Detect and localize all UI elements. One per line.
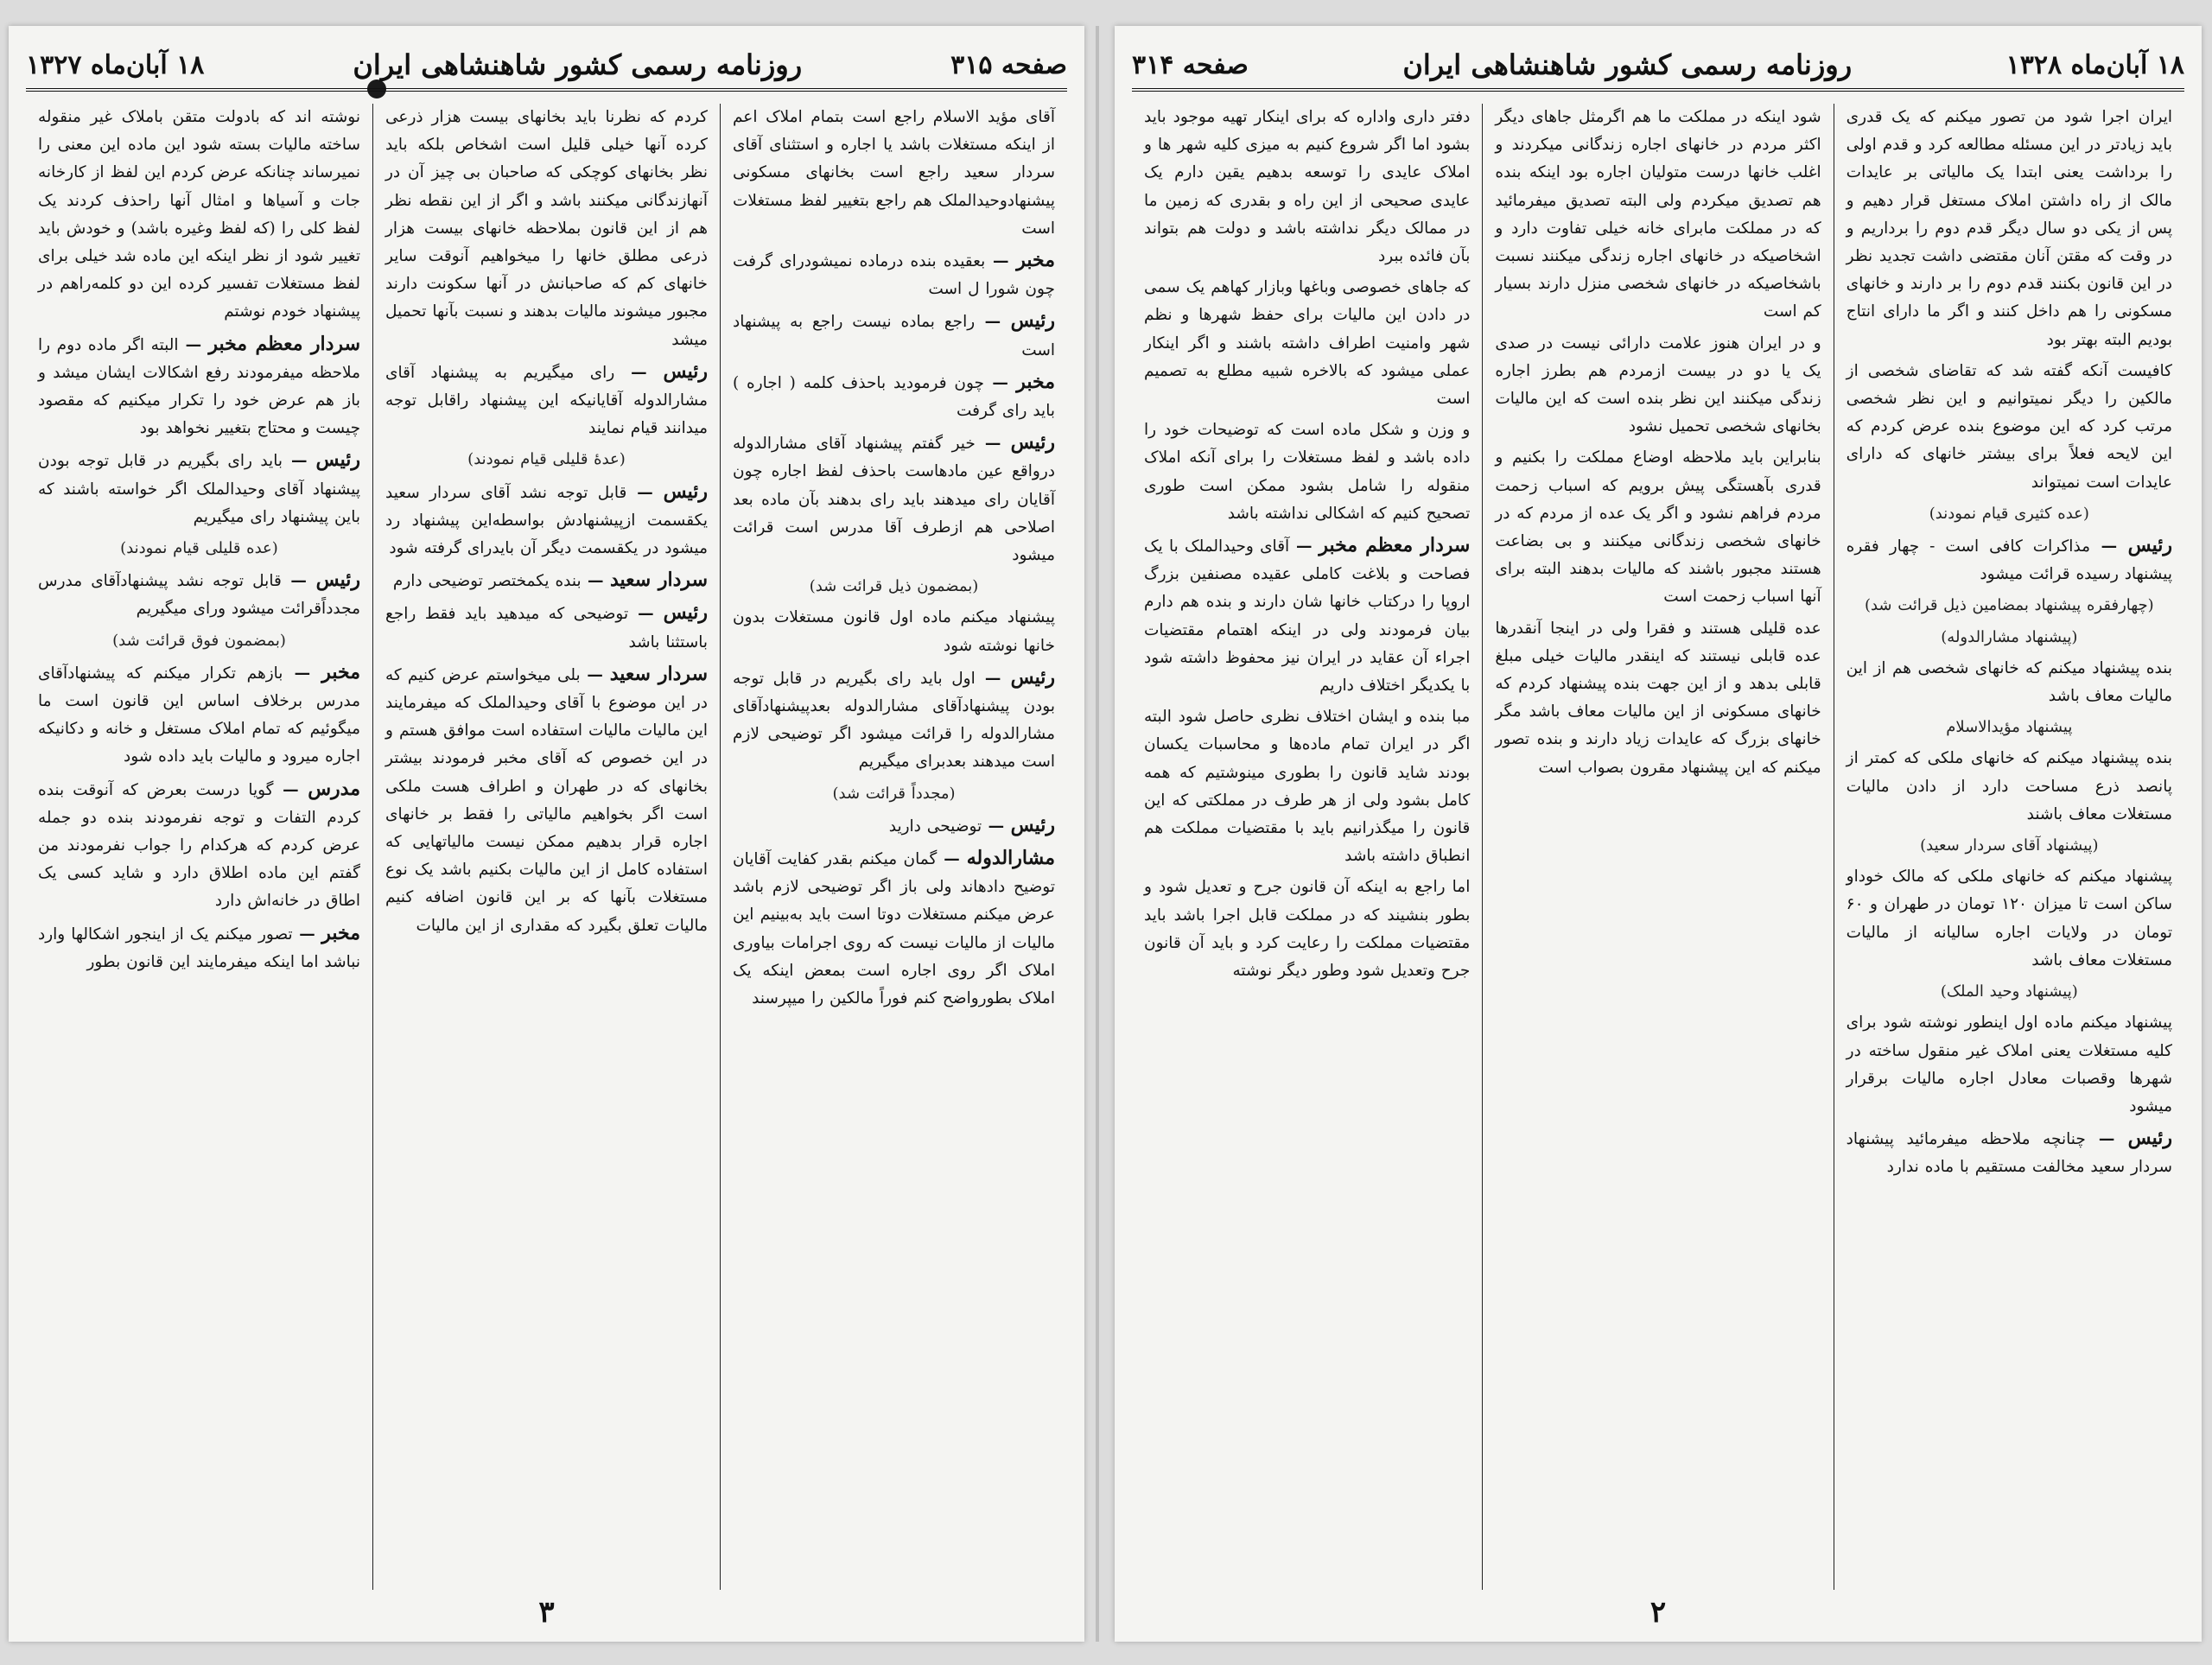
speech-text: قابل توجه نشد پیشنهادآقای مدرس مجدداًقرائت میشود ورای میگیریم: [38, 572, 360, 619]
speech-text: آقای وحیدالملک با یک فصاحت و بلاغت کاملی عقیده مصنفین بزرگ اروپا را درکتاب خانها شان دارند و بنده هم دارم بیان فرمودند ولی در اینکه اهتمام مقتضیات اجراء آن عقاید در ایران نیز محفوظ داشته شود با یکدیگر اختلاف داریم: [1144, 537, 1471, 696]
body-paragraph: پیشنهاد میکنم که خانهای ملکی که مالک خوداو ساکن است تا میزان ۱۲۰ تومان در طهران و ۶۰ تومان در ولایات اجاره سالیانه از مالیات مستغلات معاف باشد: [1846, 867, 2172, 969]
speaker-name: مشارالدوله: [966, 847, 1055, 870]
left-page-header: [26, 41, 1067, 92]
left-page: [9, 26, 1084, 1642]
speaker-dash: —: [2090, 537, 2128, 556]
text-column: [26, 104, 372, 1590]
speaker-paragraph: [38, 658, 360, 772]
stage-direction: (مجدداً قرائت شد): [832, 784, 956, 803]
speech-text: البته اگر ماده دوم را ملاحظه میفرمودند رفع اشکالات ایشان میشد و باز هم عرض خود را تکرار میکنیم که مقصود چیست و محتاج بتغییر نخواهد بود: [38, 335, 360, 438]
stage-direction: (پیشنهاد آقای سردار سعید): [1920, 836, 2099, 855]
stage-direction: (چهارفقره پیشنهاد بمضامین ذیل قرائت شد): [1864, 596, 2154, 615]
speaker-paragraph: [385, 478, 708, 563]
speaker-paragraph: [38, 330, 360, 443]
speaker-paragraph: [385, 566, 708, 595]
speaker-paragraph: [733, 664, 1055, 777]
text-column: [1132, 104, 1482, 1590]
body-paragraph: نوشته اند که بادولت متقن باملاک غیر منقوله ساخته مالیات بسته شود این ماده این معنی را نمیرساند چنانکه عرض کردم این لفظ از کارخانه جات و آسیاها و امثال آنها راحذف کردند یک لفظ کلی را (که لفظ وغیره باشد) و خودش باید تغییر شود از نظر اینکه این ماده شد خیلی برای لفظ مستغلات تفسیر کرده این دو کلمه‌راهم در پیشنهاد خودم نوشتم: [38, 108, 360, 321]
stage-direction: (عده کثیری قیام نمودند): [1929, 504, 2089, 523]
speech-text: مذاکرات کافی است - چهار فقره پیشنهاد رسیده قرائت میشود: [1846, 537, 2172, 584]
speech-text: چنانچه ملاحظه میفرمائید پیشنهاد سردار سعید مخالفت مستقیم با ماده ندارد: [1846, 1130, 2172, 1177]
speaker-dash: —: [581, 572, 610, 591]
right-page-date: ۱۸ آبان‌ماه ۱۳۲۸: [2005, 49, 2184, 80]
speech-text: اول باید رای بگیریم در قابل توجه بودن پیشنهادآقای مشارالدوله بعدپیشنهادآقای مشارالدوله را قرائت میشود اگر توضیحی لازم است میدهند بعدبرای میگیریم: [733, 669, 1055, 772]
speaker-name: مخبر: [1016, 370, 1055, 393]
speaker-name: مخبر: [321, 921, 360, 944]
speaker-paragraph: [385, 358, 708, 443]
speech-text: خیر گفتم پیشنهاد آقای مشارالدوله درواقع عین مادهاست باحذف لفظ اجاره چون آقایان رای میدهند باید رای بدهند بآن ماده بعد اصلاحی هم ازطرف آقا مدرس است قرائت میشود: [733, 435, 1055, 565]
speaker-name: سردار سعید: [609, 662, 709, 685]
speaker-name: مدرس: [308, 777, 360, 800]
body-paragraph: کردم که نظرنا باید بخانهای بیست هزار ذرعی کرده آنها خیلی قلیل است اشخاص بلکه باید نظر بخانهای کوچکی که صاحبان بی چیز آن در آنهازندگانی میکنند باشد و اگر از این نقطه نظر هم از این قانون بملاحظه خانهای بیست هزار ذرعی مطلق خانها را میخواهیم آنوقت سایر خانهای کم که صاحبانش در آنها سکونت دارند مجبور میشوند مالیات بدهند و نسبت بآنها تحمیل میشد: [385, 108, 708, 349]
speaker-paragraph: [1847, 1124, 2172, 1181]
body-paragraph: دفتر داری واداره که برای اینکار تهیه موجود باید بشود اما اگر شروع کنیم به میزی کلیه شهر ها و املاک عایدی را توسعه بدهیم یقین دارم یک عایدی صحیحی از این راه و بقدری که زمین ما در ممالک دیگر نداشته باشد و دولت هم بتواند بآن فائده ببرد: [1144, 108, 1471, 266]
speaker-paragraph: [733, 429, 1055, 569]
speaker-dash: —: [628, 605, 664, 624]
right-page: [1115, 26, 2202, 1642]
speaker-dash: —: [626, 483, 664, 502]
stage-direction: (بمضمون فوق قرائت شد): [112, 631, 286, 650]
speaker-name: سردار معظم مخبر: [208, 332, 361, 355]
speech-text: باید رای بگیریم در قابل توجه بودن پیشنهاد آقای وحیدالملک اگر خواسته باشند که باین پیشنهاد رای میگیریم: [38, 452, 360, 526]
speaker-name: رئیس: [2127, 1127, 2172, 1150]
stage-direction: (عده قلیلی قیام نمودند): [120, 539, 278, 558]
body-paragraph: بنده پیشنهاد میکنم که خانهای ملکی که کمتر از پانصد ذرع مساحت دارد از دادن مالیات مستغلات معاف باشند: [1846, 749, 2172, 823]
speaker-paragraph: [733, 811, 1055, 841]
speech-text: راجع بماده نیست راجع به پیشنهاد است: [733, 313, 1055, 359]
speech-text: بنده یکمختصر توضیحی دارم: [392, 572, 582, 591]
speaker-paragraph: [38, 446, 360, 531]
left-page-columns: [26, 104, 1067, 1590]
speaker-dash: —: [975, 669, 1011, 688]
speaker-dash: —: [975, 435, 1011, 454]
speaker-dash: —: [1289, 537, 1319, 556]
speaker-name: سردار معظم مخبر: [1319, 534, 1471, 557]
speaker-dash: —: [273, 780, 308, 799]
speaker-name: رئیس: [2127, 534, 2172, 557]
speaker-paragraph: [385, 599, 708, 656]
body-paragraph: پیشنهاد میکنم ماده اول اینطور نوشته شود برای کلیه مستغلات یعنی املاک غیر منقول ساخته در شهرها وقصبات معادل اجاره مالیات برقرار میشود: [1846, 1014, 2172, 1115]
text-column: [1482, 104, 1833, 1590]
speech-text: گمان میکنم بقدر کفایت آقایان توضیح دادهاند ولی باز اگر توضیحی لازم باشد عرض میکنم مستغلات دوتا است باید به‌بینیم این مالیات از مالیات نیست که روی اجرامات بیاوری املاک اگر روی اجاره است بمعض اینکه یک املاک بطورواضح کنم فوراً مالکین را میپرسند: [733, 850, 1055, 1008]
stage-direction: (عدهٔ قلیلی قیام نمودند): [467, 450, 626, 469]
body-paragraph: ایران اجرا شود من تصور میکنم که یک قدری باید زیادتر در این مسئله مطالعه کرد و قدم اولی را برداشت یعنی ابتدا یک مالیاتی بر عایدات مالک از راه داشتن املاک مستغل قرار دهیم و پس از یکی دو سال دیگر قدم دوم را برداریم و در وقت که مقتن آنان مقتضی داشت تجدید نظر در این قانون بکنند قدم دوم را بر دارند و خانهای مسکونی را هم داخل کنند و اگر ما دارای انتاج بودیم البته بهتر بود: [1846, 108, 2172, 349]
speaker-paragraph: [733, 368, 1055, 425]
speaker-dash: —: [2085, 1130, 2128, 1149]
speaker-dash: —: [982, 817, 1011, 836]
speaker-paragraph: [385, 660, 708, 940]
speaker-name: رئیس: [663, 601, 708, 625]
speaker-dash: —: [283, 452, 316, 471]
text-column: [1834, 104, 2184, 1590]
speaker-dash: —: [983, 373, 1017, 392]
speaker-name: رئیس: [315, 448, 360, 472]
body-paragraph: عده قلیلی هستند و فقرا ولی در اینجا آنقدرها عده قابلی نیستند که اینقدر مالیات خیلی مبلغ قابلی بدهد و از این جهت بنده پیشنهاد کردم که خانهای مسکونی از این مالیات معاف باشد مگر خانهای بزرگ که عایدات زیاد دارند و بنده تصور میکنم که این پیشنهاد مقرون بصواب است: [1495, 619, 1821, 777]
body-paragraph: بنده پیشنهاد میکنم که خانهای شخصی هم از این مالیات معاف باشد: [1846, 658, 2172, 706]
speaker-paragraph: [38, 775, 360, 916]
speech-text: رای میگیریم به پیشنهاد آقای مشارالدوله آقایانیکه این پیشنهاد راقابل توجه میدانند قیام نمایند: [385, 363, 708, 438]
stage-direction: پیشنهاد مؤیدالاسلام: [1946, 718, 2073, 737]
speaker-paragraph: [733, 307, 1055, 364]
body-paragraph: که جاهای خصوصی وباغها وبازار کهاهم یک سمی در دادن این مالیات برای حفظ شهرها و نظم شهر وامنیت اطراف داشته باشند و اگر اینکار عملی میشود که بالاخره شبیه مطلع به تصمیم است: [1144, 278, 1471, 409]
right-page-columns: [1132, 104, 2184, 1590]
speaker-dash: —: [975, 313, 1011, 332]
body-paragraph: کافیست آنکه گفته شد که تقاضای شخصی از مالکین را دیگر نمیتوانیم و این نظر شخصی مرتب کرد که این موضوع بنده عرض کردم که این لایحه فعلاً برای بیشتر خانهای که دارای عایدات است نمیتواند: [1846, 361, 2172, 492]
speaker-name: مخبر: [321, 660, 360, 683]
speech-text: بلی میخواستم عرض کنیم که در این موضوع با آقای وحیدالملک که میفرمایند این مالیات مالیات استفاده است موافق هستم و در این خصوص که آقای مخبر فرمودند بیشتر بخانهای که در طهران و اطراف هست ملکی است اگر بخواهیم مالیاتی را فقط بر خانهای اجاره قرار بدهیم ممکن نیست مالیاتهایی که استفاده کامل از این مالیات بکنیم باشد یک نوع مستغلات بآنها که بر این قانون اضافه کنیم مالیات تعلق بگیرد که مقداری از این مالیات: [385, 665, 708, 935]
speaker-paragraph: [1847, 531, 2172, 588]
body-paragraph: آقای مؤید الاسلام راجع است بتمام املاک اعم از اینکه مستغلات باشد یا اجاره و استثنای آقای سردار سعید راجع است بخانهای مسکونی پیشنهادوحیدالملک هم راجع بتغییر لفظ مستغلات است: [733, 108, 1055, 238]
right-masthead-title: روزنامه رسمی کشور شاهنشاهی ایران: [1402, 48, 1853, 81]
binding-gutter: [1096, 26, 1099, 1642]
body-paragraph: و وزن و شکل ماده است که توضیحات خود را داده باشد و لفظ مستغلات را برای آنکه املاک منقوله را شامل بشود ممکن است طوری تصحیح کنیم که اشکالی نداشته باشد: [1144, 421, 1471, 523]
speech-text: تصور میکنم یک از اینجور اشکالها وارد نباشد اما اینکه میفرمایند این قانون بطور: [38, 925, 360, 971]
speech-text: گویا درست بعرض که آنوقت بنده کردم التفات و توجه نفرمودند بنده دو جمله عرض کردم که هرکدام را جواب نفرمودند من گفتم این ماده اطلاق دارد و شاید کسی یک اطاق در خانه‌اش دارد: [38, 780, 360, 911]
speaker-dash: —: [283, 664, 322, 683]
speech-text: توضیحی که میدهید باید فقط راجع باستثنا باشد: [385, 605, 708, 651]
stage-direction: (پیشنهاد وحید الملک): [1940, 982, 2078, 1001]
speaker-paragraph: [38, 919, 360, 976]
body-paragraph: اما راجع به اینکه آن قانون جرح و تعدیل شود و بطور بنشیند که در مملکت قابل اجرا باشد باید مقتضیات مملکت را رعایت کرد و باید آن قانون جرح وتعدیل شود وطور دیگر نوشته: [1144, 878, 1471, 981]
speech-text: چون فرمودید باحذف کلمه ( اجاره ) باید رای گرفت: [733, 373, 1055, 421]
body-paragraph: شود اینکه در مملکت ما هم اگرمثل جاهای دیگر اکثر مردم در خانهای اجاره زندگانی میکردند و اغلب خانها درست متولیان اجاره بود اینکه بنده هم تصدیق میکردم ولی البته تصدیق میفرمائید که در مملکت مابرای خانه خیلی تفاوت دارد و اشخاصیکه در خانهای اجاره زندگی میکنند نسبت باشخاصیکه در خانهای شخصی منزل دارند بسیار کم است: [1495, 108, 1821, 321]
speaker-name: رئیس: [1010, 665, 1055, 689]
speaker-name: رئیس: [663, 359, 708, 383]
speech-text: قابل توجه نشد آقای سردار سعید یکقسمت ازپیشنهادش بواسطه‌این پیشنهاد رد میشود در یکقسمت دیگر آن بایدرای گرفته شود: [385, 483, 708, 558]
speaker-name: رئیس: [315, 569, 360, 592]
speaker-name: سردار سعید: [610, 569, 708, 592]
body-paragraph: مبا بنده و ایشان اختلاف نظری حاصل شود البته اگر در ایران تمام ماده‌ها و محاسبات یکسان بودند شاید قانون را بطوری مینوشتیم که همه کامل بشود ولی از هر طرف در مملکتی که این قانون را میگذرانیم باید با مقتضیات مملکت هم انطباق داشته باشد: [1144, 708, 1471, 866]
body-paragraph: پیشنهاد میکنم ماده اول قانون مستغلات بدون خانها نوشته شود: [733, 608, 1055, 655]
speaker-name: رئیس: [1010, 431, 1055, 454]
left-page-date: ۱۸ آبان‌ماه ۱۳۲۷: [26, 49, 205, 80]
stage-direction: (بمضمون ذیل قرائت شد): [809, 577, 979, 596]
speaker-dash: —: [281, 572, 316, 591]
text-column: [372, 104, 720, 1590]
speaker-dash: —: [985, 252, 1017, 271]
stage-direction: (پیشنهاد مشارالدوله): [1941, 627, 2078, 646]
speech-text: توضیحی دارید: [888, 817, 982, 836]
speaker-paragraph: [733, 246, 1055, 303]
speaker-dash: —: [937, 850, 967, 869]
left-page-label: صفحه ۳۱۵: [950, 49, 1067, 80]
speaker-dash: —: [580, 665, 610, 684]
speaker-paragraph: [38, 566, 360, 623]
body-paragraph: بنابراین باید ملاحظه اوضاع مملکت را بکنیم و قدری بآهستگی پیش برویم که اسباب زحمت مردم فراهم نشود و اگر یک عده از مردم که در خانهای شخصی زندگانی میکنند و بی بضاعت هستند مجبور باشند که مالیات بدهند البته برای آنها اسباب زحمت است: [1495, 448, 1821, 607]
speaker-dash: —: [614, 363, 664, 382]
body-paragraph: و در ایران هنوز علامت دارائی نیست در صدی یک یا دو در بیست ازمردم هم بطرز اجاره زندگی میکنند این نظر بنده است که این مالیات بخانهای شخصی تحمیل نشود: [1495, 334, 1821, 436]
text-column: [720, 104, 1067, 1590]
right-page-number: ۲: [1649, 1595, 1667, 1630]
speaker-paragraph: [733, 844, 1055, 1013]
left-page-number: ۳: [538, 1595, 555, 1630]
left-masthead-title: روزنامه رسمی کشور شاهنشاهی ایران: [353, 48, 803, 81]
speaker-dash: —: [292, 925, 322, 944]
speaker-name: رئیس: [663, 480, 708, 503]
speaker-paragraph: [1144, 531, 1470, 700]
speaker-name: رئیس: [1010, 813, 1055, 836]
speech-text: بعقیده بنده درماده نمیشودرای گرفت چون شورا ل است: [733, 252, 1055, 299]
speech-text: بازهم تکرار میکنم که پیشنهادآقای مدرس برخلاف اساس این قانون است ما میگوئیم که تمام املاک مستغل و خانه و دکانیکه اجاره میرود و مالیات باید داده شود: [38, 664, 360, 766]
right-page-label: صفحه ۳۱۴: [1132, 49, 1249, 80]
speaker-dash: —: [178, 335, 209, 354]
speaker-name: مخبر: [1016, 249, 1056, 272]
speaker-name: رئیس: [1010, 309, 1055, 333]
right-page-header: [1132, 41, 2184, 92]
